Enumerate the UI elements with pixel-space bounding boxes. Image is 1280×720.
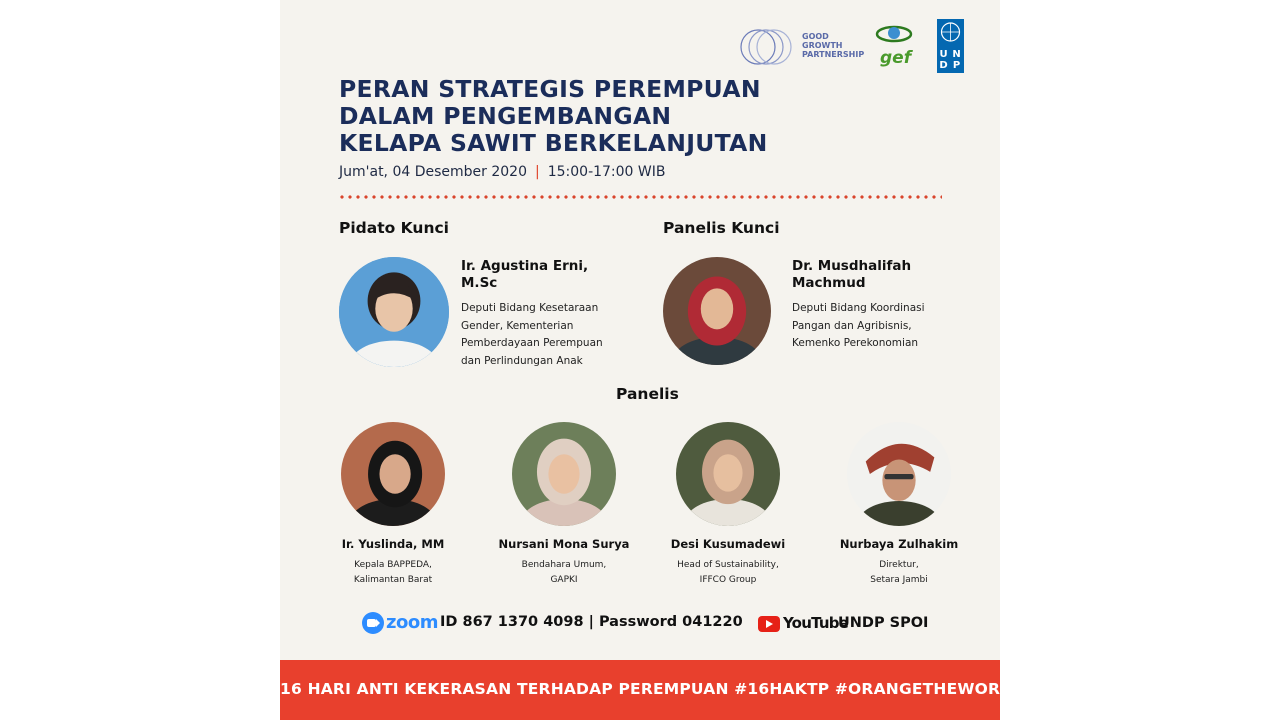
youtube-play-icon [758,616,780,632]
panelist-role: Bendahara Umum, GAPKI [521,560,607,585]
keynote-photo [339,257,449,367]
panelist-role: Kepala BAPPEDA, Kalimantan Barat [353,560,433,585]
event-date: Jum'at, 04 Desember 2020 [339,164,527,180]
person-avatar-icon [663,257,771,365]
panelist-name: Nurbaya Zulhakim [839,537,959,551]
campaign-banner [280,660,1024,720]
panelist-name: Ir. Yuslinda, MM [341,537,445,551]
youtube-channel-name: UNDP SPOI [838,615,929,631]
panelist-photo [341,422,445,526]
gef-logo: gef [874,20,914,70]
keynote-speaker-name: Ir. Agustina Erni, M.Sc [461,258,589,291]
person-avatar-icon [341,422,445,526]
keynote-label: Pidato Kunci [339,219,449,237]
keynote-speaker-role: Deputi Bidang Kesetaraan Gender, Kementerian Pemberdayaan Perempuan dan Perlindungan Anak [461,302,603,367]
date-separator: | [535,164,540,180]
ggp-logo-text: GOOD GROWTH PARTNERSHIP [802,32,865,59]
panelist-role: Direktur, Setara Jambi [870,560,928,585]
panelist-name: Desi Kusumadewi [670,537,786,551]
panelists-label: Panelis [616,385,679,403]
event-time: 15:00-17:00 WIB [547,164,666,180]
undp-logo: U N D P [937,19,964,73]
key-panelist-name: Dr. Musdhalifah Machmud [792,258,912,291]
un-emblem-icon [937,19,964,47]
person-avatar-icon [676,422,780,526]
good-growth-partnership-logo [738,24,868,70]
rings-icon [738,24,794,70]
dotted-divider [338,195,942,199]
globe-icon [874,20,914,50]
panelist-photo [676,422,780,526]
zoom-meeting-info: ID 867 1370 4098 | Password 041220 [440,614,743,630]
event-datetime [339,164,666,180]
panelist-photo [847,422,951,526]
key-panelist-photo [663,257,771,365]
zoom-camera-icon [362,612,384,634]
campaign-banner-text: 16 HARI ANTI KEKERASAN TERHADAP PEREMPUAN #16HAKTP #ORANGETHEWORLD [280,680,1024,698]
zoom-logo: zoom [362,612,434,636]
key-panelist-label: Panelis Kunci [663,219,780,237]
panelist-photo [512,422,616,526]
key-panelist-role: Deputi Bidang Koordinasi Pangan dan Agribisnis, Kemenko Perekonomian [792,302,925,349]
event-title: PERAN STRATEGIS PEREMPUAN DALAM PENGEMBANGAN KELAPA SAWIT BERKELANJUTAN [339,75,768,157]
person-avatar-icon [847,422,951,526]
panelist-role: Head of Sustainability, IFFCO Group [677,560,779,585]
person-avatar-icon [339,257,449,367]
panelist-name: Nursani Mona Surya [498,537,630,551]
youtube-logo: YouTube [758,614,834,636]
person-avatar-icon [512,422,616,526]
